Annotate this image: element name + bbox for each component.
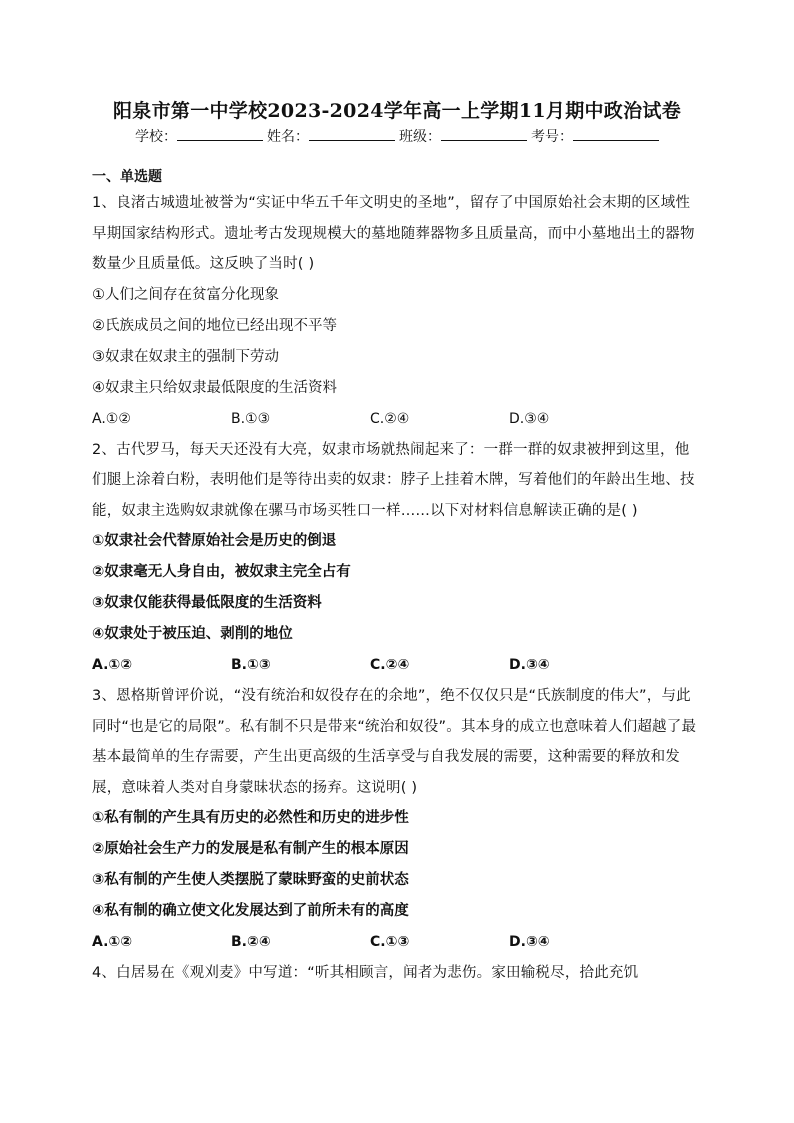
school-blank	[177, 128, 263, 141]
exam-number-blank	[573, 128, 659, 141]
statement-option: ②奴隶毫无人身自由，被奴隶主完全占有	[92, 564, 351, 580]
statement-option: ①奴隶社会代替原始社会是历史的倒退	[92, 533, 337, 549]
student-info-row	[0, 126, 794, 146]
choice-d: D.③④	[509, 934, 550, 950]
choice-a: A.①②	[92, 657, 133, 673]
choice-c: C.①③	[370, 934, 410, 950]
question-stem: 3、恩格斯曾评价说，“没有统治和奴役存在的余地”，绝不仅仅只是“氏族制度的伟大”，与此同时“也是它的局限”。私有制不只是带来“统治和奴役”。其本身的成立也意味着人们超越了最基本最简单的生存需要，产生出更高级的生活享受与自我发展的需要，这种需要的释放和发展，意味着人类对自身蒙昧状态的扬弃。这说明( )	[92, 688, 697, 796]
statement-option: ④奴隶处于被压迫、剥削的地位	[92, 626, 293, 642]
choice-b: B.①③	[231, 657, 271, 673]
name-blank	[309, 128, 395, 141]
choice-b: B.①③	[231, 410, 271, 427]
class-label: 班级：	[399, 129, 441, 145]
question-3	[92, 681, 704, 958]
question-stem: 2、古代罗马，每天天还没有大亮，奴隶市场就热闹起来了：一群一群的奴隶被押到这里，他们腿上涂着白粉，表明他们是等待出卖的奴隶：脖子上挂着木牌，写着他们的年龄出生地、技能，奴隶主选购奴隶就像在骡马市场买牲口一样……以下对材料信息解读正确的是( )	[92, 441, 695, 519]
statement-option: ③私有制的产生使人类摆脱了蒙昧野蛮的史前状态	[92, 872, 409, 888]
statement-option: ①私有制的产生具有历史的必然性和历史的进步性	[92, 810, 409, 826]
choice-d: D.③④	[509, 657, 550, 673]
choice-c: C.②④	[370, 657, 410, 673]
choice-a: A.①②	[92, 410, 131, 427]
question-2	[92, 435, 704, 682]
exam-number-label: 考号：	[531, 129, 573, 145]
choice-c: C.②④	[370, 410, 410, 427]
school-label: 学校：	[135, 129, 177, 145]
question-stem: 4、白居易在《观刈麦》中写道：“听其相顾言，闻者为悲伤。家田输税尽，拾此充饥	[92, 965, 639, 981]
statement-option: ③奴隶仅能获得最低限度的生活资料	[92, 595, 322, 611]
question-list	[92, 166, 704, 989]
statement-option: ①人们之间存在贫富分化现象	[92, 286, 279, 303]
question-stem: 1、良渚古城遗址被誉为“实证中华五千年文明史的圣地”，留存了中国原始社会末期的区域性早期国家结构形式。遗址考古发现规模大的墓地随葬器物多且质量高，而中小墓地出土的器物数量少且质量低。这反映了当时( )	[92, 195, 695, 272]
name-label: 姓名：	[267, 129, 309, 145]
class-blank	[441, 128, 527, 141]
answer-choices	[92, 404, 704, 435]
statement-option: ③奴隶在奴隶主的强制下劳动	[92, 348, 279, 365]
exam-title: 阳泉市第一中学校2023-2024学年高一上学期11月期中政治试卷	[113, 100, 681, 122]
choice-d: D.③④	[509, 410, 550, 427]
question-1	[92, 188, 704, 435]
question-4	[92, 958, 704, 989]
answer-choices	[92, 650, 704, 681]
section-heading: 一、单选题	[92, 169, 162, 185]
statement-option: ②氏族成员之间的地位已经出现不平等	[92, 317, 337, 334]
choice-b: B.②④	[231, 934, 271, 950]
statement-option: ④奴隶主只给奴隶最低限度的生活资料	[92, 379, 337, 396]
answer-choices	[92, 927, 704, 958]
choice-a: A.①②	[92, 934, 133, 950]
statement-option: ④私有制的确立使文化发展达到了前所未有的高度	[92, 903, 409, 919]
statement-option: ②原始社会生产力的发展是私有制产生的根本原因	[92, 841, 409, 857]
